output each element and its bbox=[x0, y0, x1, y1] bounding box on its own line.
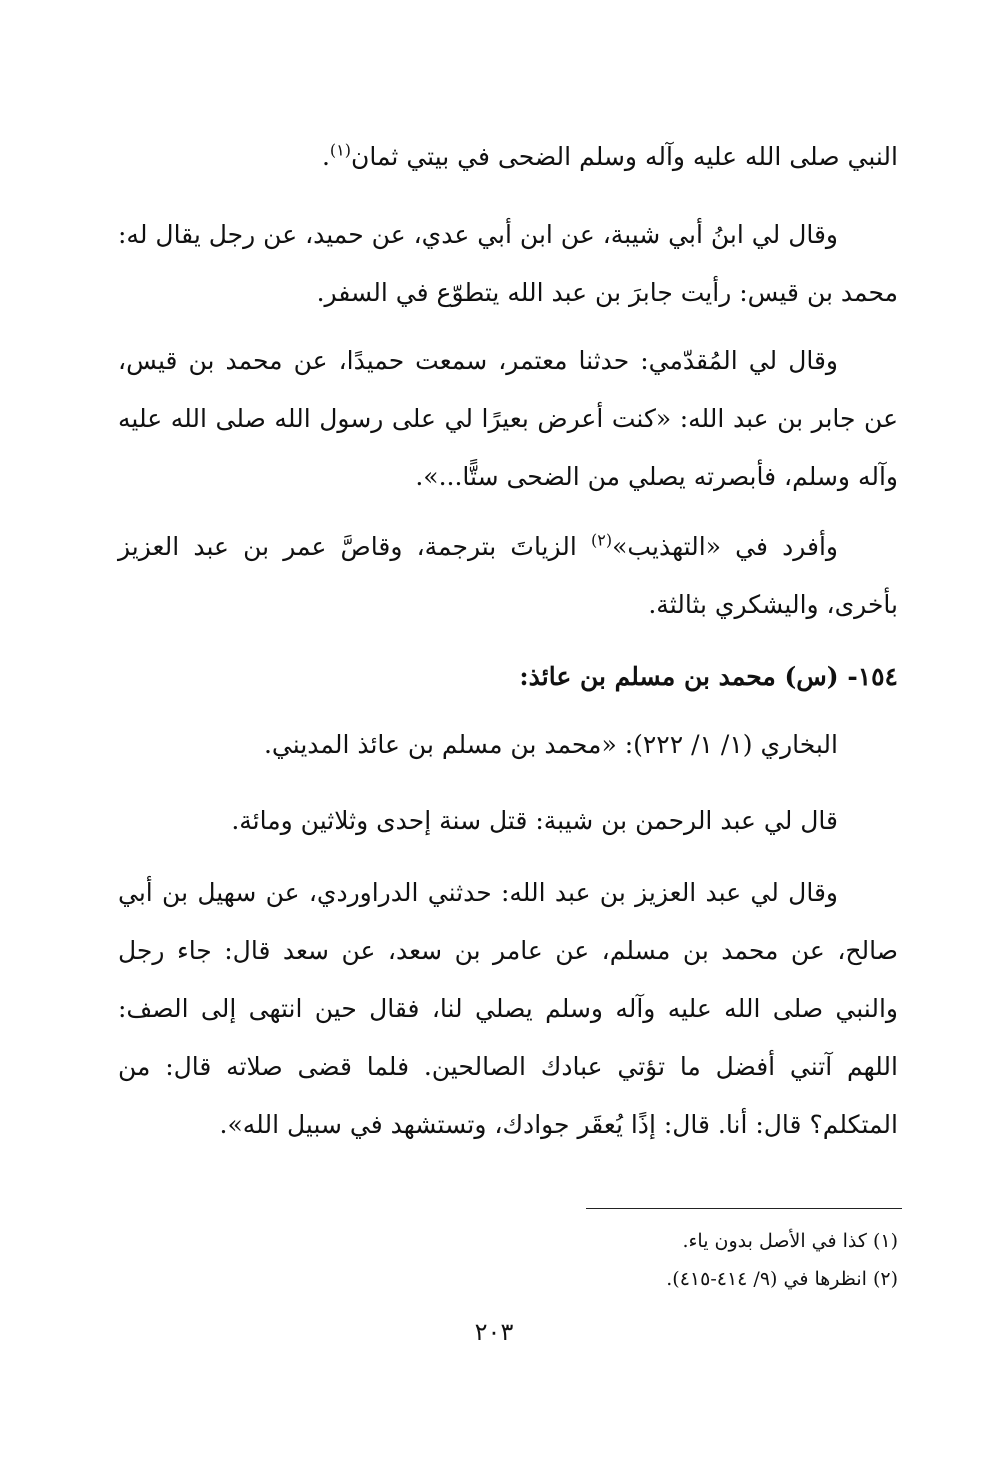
paragraph-6-text: قال لي عبد الرحمن بن شيبة: قتل سنة إحدى وثلاثين ومائة. bbox=[231, 806, 838, 835]
footnote-ref-2[interactable]: (٢) bbox=[591, 530, 613, 550]
paragraph-3-text: وقال لي المُقدّمي: حدثنا معتمر، سمعت حميدًا، عن محمد بن قيس، عن جابر بن عبد الله: «كنت أعرض بعيرًا لي على رسول الله صلى الله عليه وآله وسلم، فأبصرته يصلي من الضحى ستًّا...». bbox=[118, 346, 898, 491]
entry-heading: ١٥٤- (س) محمد بن مسلم بن عائذ: bbox=[519, 662, 898, 691]
footnote-2: (٢) انظرها في (٩/ ٤١٤-٤١٥). bbox=[666, 1268, 898, 1290]
page-number: ٢٠٣ bbox=[474, 1318, 514, 1346]
paragraph-7-text: وقال لي عبد العزيز بن عبد الله: حدثني الدراوردي، عن سهيل بن أبي صالح، عن محمد بن مسلم، عن عامر بن سعد، عن سعد قال: جاء رجل والنبي صلى الله عليه وآله وسلم يصلي لنا، فقال حين انتهى إلى الصف: اللهم آتني أفضل ما تؤتي عبادك الصالحين. فلما قضى صلاته قال: من المتكلم؟ قال: أنا. قال: إذًا يُعقَر جوادك، وتستشهد في سبيل الله». bbox=[118, 878, 898, 1139]
paragraph-4 bbox=[118, 518, 898, 634]
footnote-1: (١) كذا في الأصل بدون ياء. bbox=[682, 1230, 898, 1252]
footnote-ref-1[interactable]: (١) bbox=[329, 140, 351, 160]
paragraph-3 bbox=[118, 332, 898, 506]
paragraph-7 bbox=[118, 864, 898, 1154]
paragraph-6 bbox=[118, 792, 898, 850]
paragraph-1-end: . bbox=[321, 142, 330, 171]
paragraph-5 bbox=[118, 716, 898, 774]
paragraph-2-text: وقال لي ابنُ أبي شيبة، عن ابن أبي عدي، عن حميد، عن رجل يقال له: محمد بن قيس: رأيت جابرَ بن عبد الله يتطوّع في السفر. bbox=[118, 220, 898, 307]
paragraph-4-text-a: وأفرد في «التهذيب» bbox=[612, 532, 838, 561]
paragraph-4-text-b: الزياتَ بترجمة، وقاصَّ عمر بن عبد العزيز بأخرى، واليشكري بثالثة. bbox=[118, 532, 898, 619]
paragraph-5-text: البخاري (١/ ١/ ٢٢٢): «محمد بن مسلم بن عائذ المديني. bbox=[263, 730, 838, 759]
paragraph-1-text: النبي صلى الله عليه وآله وسلم الضحى في بيتي ثمان bbox=[351, 142, 898, 171]
footnote-divider bbox=[586, 1208, 902, 1209]
footnotes bbox=[118, 1222, 898, 1298]
paragraph-1 bbox=[118, 128, 898, 186]
paragraph-2 bbox=[118, 206, 898, 322]
